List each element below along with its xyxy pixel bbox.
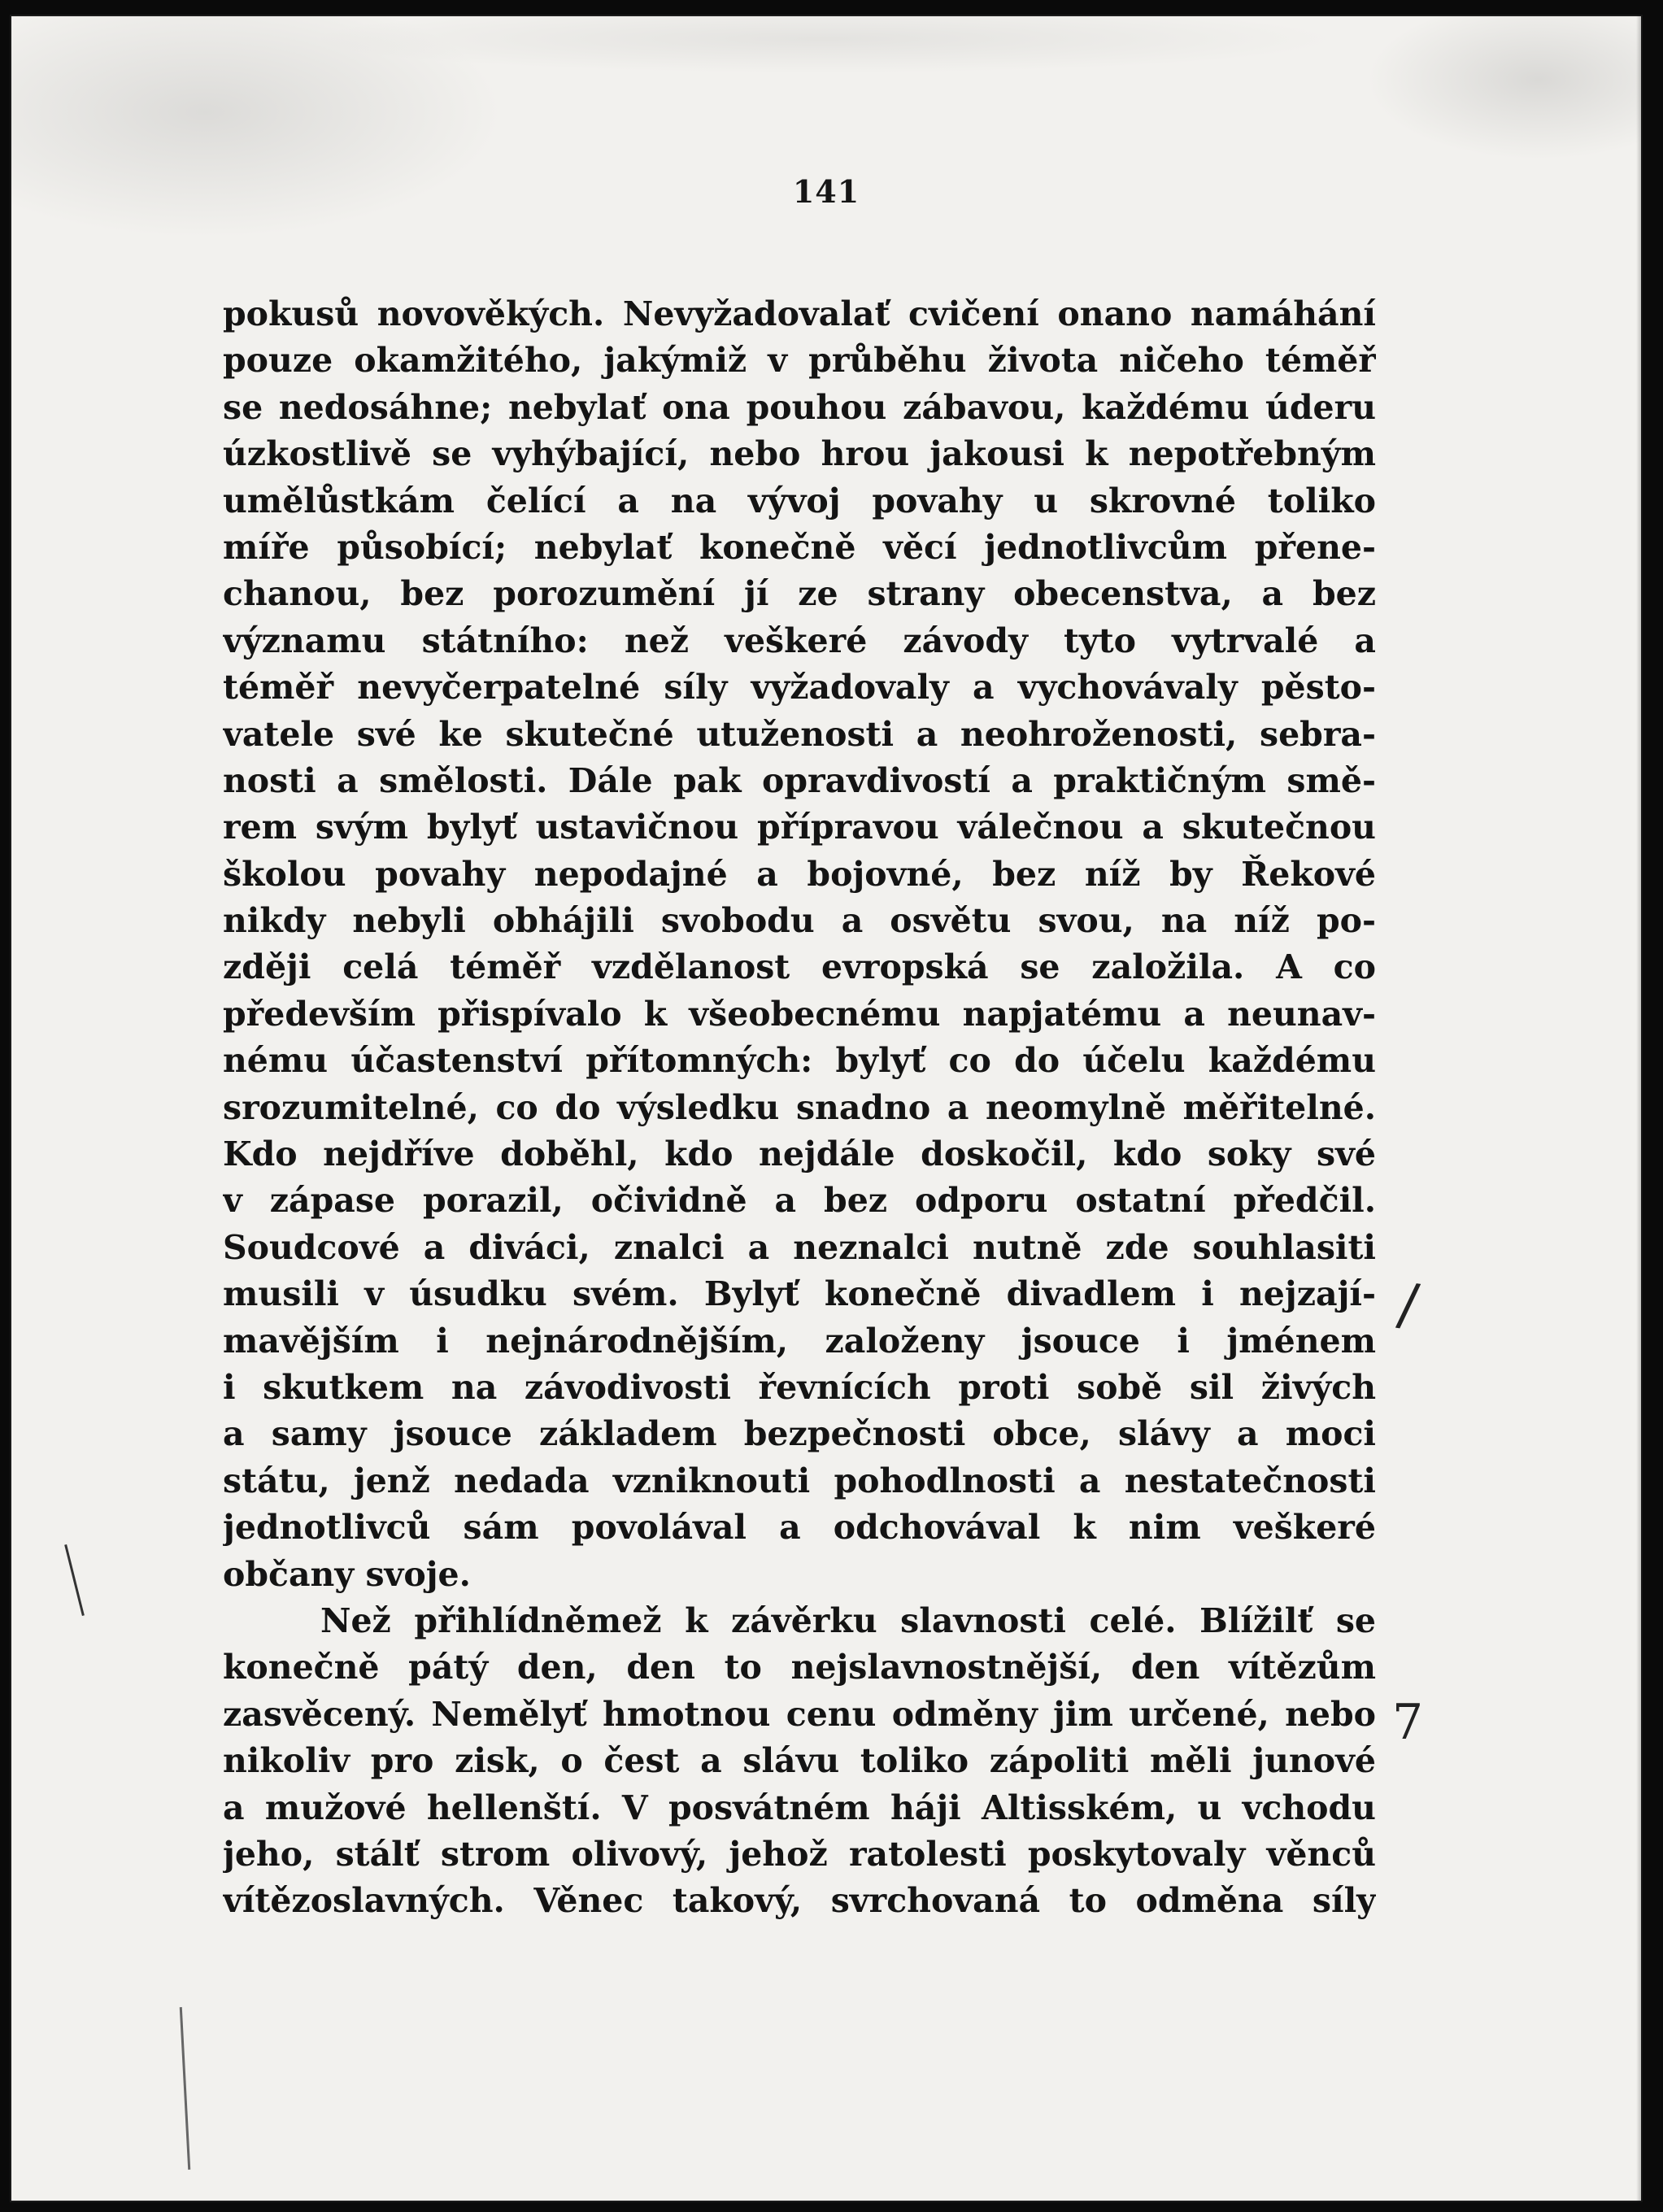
text-line: se nedosáhne; nebylať ona pouhou zábavou, každému úderu bbox=[223, 387, 1376, 427]
scanned-page bbox=[10, 15, 1643, 2202]
text-line: jeho, stálť strom olivový, jehož ratolesti poskytovaly věnců bbox=[223, 1834, 1376, 1874]
text-line: vatele své ke skutečné utuženosti a neohroženosti, sebra- bbox=[223, 714, 1376, 754]
margin-pencil-mark: 7 bbox=[1392, 1694, 1424, 1751]
text-line: zději celá téměř vzdělanost evropská se založila. A co bbox=[223, 947, 1376, 987]
text-line: nikoliv pro zisk, o čest a slávu toliko zápoliti měli junové bbox=[223, 1741, 1376, 1781]
text-line: míře působící; nebylať konečně věcí jednotlivcům přene- bbox=[223, 527, 1376, 567]
text-line: úzkostlivě se vyhýbající, nebo hrou jakousi k nepotřebným bbox=[223, 434, 1376, 474]
text-line: srozumitelné, co do výsledku snadno a neomylně měřitelné. bbox=[223, 1087, 1376, 1127]
text-line: nosti a smělosti. Dále pak opravdivostí a praktičným smě- bbox=[223, 760, 1376, 800]
text-line: nému účastenství přítomných: bylyť co do účelu každému bbox=[223, 1041, 1376, 1081]
text-line-paragraph-start: Než přihlídněmež k závěrku slavnosti celé. Blížilť se bbox=[320, 1600, 1376, 1640]
text-line: chanou, bez porozumění jí ze strany obecenstva, a bez bbox=[223, 574, 1376, 614]
text-line: vítězoslavných. Věnec takový, svrchovaná to odměna síly bbox=[223, 1881, 1376, 1921]
text-line: v zápase porazil, očividně a bez odporu ostatní předčil. bbox=[223, 1181, 1376, 1221]
text-line: konečně pátý den, den to nejslavnostnější, den vítězům bbox=[223, 1648, 1376, 1687]
scan-artifact-line bbox=[64, 1544, 85, 1616]
text-line: umělůstkám čelící a na vývoj povahy u skrovné toliko bbox=[223, 481, 1376, 520]
text-line: i skutkem na závodivosti řevnících proti sobě sil živých bbox=[223, 1367, 1376, 1407]
text-line: musili v úsudku svém. Bylyť konečně divadlem i nejzají- bbox=[223, 1274, 1376, 1314]
text-line: a samy jsouce základem bezpečnosti obce, slávy a moci bbox=[223, 1414, 1376, 1454]
text-line: zasvěcený. Nemělyť hmotnou cenu odměny jim určené, nebo bbox=[223, 1694, 1376, 1734]
margin-pencil-mark: / bbox=[1394, 1269, 1423, 1339]
text-line: Kdo nejdříve doběhl, kdo nejdále doskočil, kdo soky své bbox=[223, 1134, 1376, 1174]
text-line: školou povahy nepodajné a bojovné, bez níž by Řekové bbox=[223, 854, 1376, 894]
text-line: téměř nevyčerpatelné síly vyžadovaly a vychovávaly pěsto- bbox=[223, 668, 1376, 708]
text-line: jednotlivců sám povolával a odchovával k nim veškeré bbox=[223, 1508, 1376, 1548]
page-number: 141 bbox=[792, 173, 860, 210]
text-line: rem svým bylyť ustavičnou přípravou válečnou a skutečnou bbox=[223, 808, 1376, 847]
text-line: pokusů novověkých. Nevyžadovalať cvičení onano namáhání bbox=[223, 294, 1376, 333]
text-line: státu, jenž nedada vzniknouti pohodlnosti a nestatečnosti bbox=[223, 1461, 1376, 1500]
page-edge-shadow bbox=[1636, 15, 1643, 2202]
body-text bbox=[223, 291, 1376, 1925]
text-line: mavějším i nejnárodnějším, založeny jsouce i jménem bbox=[223, 1321, 1376, 1361]
scan-artifact-line bbox=[180, 2007, 190, 2170]
text-line: nikdy nebyli obhájili svobodu a osvětu svou, na níž po- bbox=[223, 901, 1376, 941]
text-line: významu státního: než veškeré závody tyto vytrvalé a bbox=[223, 620, 1376, 660]
text-line: Soudcové a diváci, znalci a neznalci nutně zde souhlasiti bbox=[223, 1227, 1376, 1267]
text-line: především přispívalo k všeobecnému napjatému a neunav- bbox=[223, 994, 1376, 1034]
text-line: a mužové hellenští. V posvátném háji Altisském, u vchodu bbox=[223, 1787, 1376, 1827]
text-line: pouze okamžitého, jakýmiž v průběhu života ničeho téměř bbox=[223, 341, 1376, 381]
text-line-paragraph-end: občany svoje. bbox=[223, 1554, 471, 1594]
